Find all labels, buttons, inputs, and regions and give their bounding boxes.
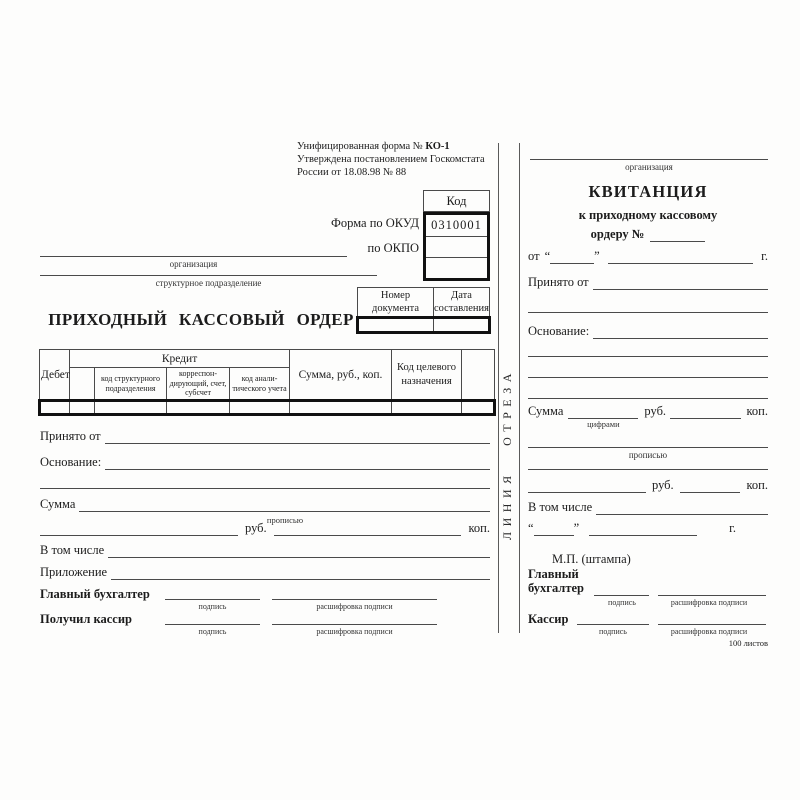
receipt-order-no-label: ордеру № bbox=[590, 227, 645, 241]
debit-header: Дебет bbox=[40, 350, 70, 401]
credit-header: Кредит bbox=[70, 350, 290, 368]
receipt-accepted-from-line bbox=[593, 286, 768, 290]
approval-line1 bbox=[297, 141, 499, 154]
receipt-in-words-label: прописью bbox=[628, 450, 668, 460]
receipt-order-no-line bbox=[650, 229, 705, 242]
receipt-signature-name-caption-2: расшифровка подписи bbox=[670, 627, 748, 636]
receipt-amount-row bbox=[528, 404, 768, 429]
receipt-month2-line bbox=[589, 523, 697, 536]
receipt-kop-digits-line bbox=[670, 415, 741, 419]
form-code: КО-1 bbox=[425, 141, 450, 152]
receipt-accepted-from-line2 bbox=[528, 301, 768, 313]
receipt-rub-label-1: руб. bbox=[644, 404, 667, 418]
receipt-quote-close-1: ” bbox=[594, 249, 600, 263]
receipt-basis-line bbox=[593, 335, 768, 339]
extra-code-cell bbox=[426, 257, 487, 278]
kop-amount-line bbox=[274, 532, 462, 536]
basis-input-line bbox=[105, 466, 490, 470]
basis-label: Основание: bbox=[40, 455, 102, 469]
signature-name-caption-1: расшифровка подписи bbox=[316, 602, 393, 611]
signature-caption-2: подпись bbox=[198, 627, 227, 636]
receipt-quote-open-2: “ bbox=[528, 521, 534, 535]
receipt-subtitle: к приходному кассовому bbox=[578, 208, 718, 222]
receipt-cashier-signature-line bbox=[577, 612, 649, 625]
receipt-cashier-label: Кассир bbox=[528, 612, 569, 626]
receipt-amount-label: Сумма bbox=[528, 404, 564, 418]
receipt-amount-words-line2 bbox=[528, 458, 768, 470]
accepted-from-row bbox=[40, 429, 490, 444]
including-row bbox=[40, 543, 490, 558]
cashier-received-label: Получил кассир bbox=[40, 612, 132, 626]
receipt-basis-row bbox=[528, 324, 768, 339]
spare-cell bbox=[462, 401, 495, 415]
okud-value-cell: 0310001 bbox=[431, 218, 482, 232]
okud-label: Форма по ОКУД bbox=[331, 216, 419, 230]
doc-date-cell bbox=[434, 318, 490, 333]
doc-number-cell bbox=[358, 318, 434, 333]
credit-sub-empty bbox=[70, 368, 95, 401]
doc-number-date-table bbox=[356, 287, 491, 334]
credit-account-header: корреспондирующий, счет, субсчет bbox=[167, 368, 230, 401]
signature-name-caption-2: расшифровка подписи bbox=[316, 627, 393, 636]
kop-label: коп. bbox=[468, 521, 490, 535]
amount-cell bbox=[290, 401, 392, 415]
in-words-label: прописью bbox=[266, 515, 304, 525]
receipt-rub-kop-row bbox=[528, 478, 768, 493]
receipt-basis-line2 bbox=[528, 345, 768, 357]
chief-accountant-label: Главный бухгалтер bbox=[40, 587, 150, 601]
debit-cell bbox=[40, 401, 70, 415]
receipt-date-row bbox=[528, 249, 768, 264]
cashier-name-line bbox=[272, 612, 437, 625]
credit-unit-header: код структурного подразделения bbox=[95, 368, 167, 401]
approval-line3: России от 18.08.98 № 88 bbox=[297, 166, 407, 178]
doc-date-header: Дата составления bbox=[434, 288, 490, 318]
amount-header: Сумма, руб., коп. bbox=[290, 350, 392, 401]
credit-unit-cell bbox=[95, 401, 167, 415]
cut-line-label: ЛИНИЯ ОТРЕЗА bbox=[500, 368, 514, 540]
unit-input-line bbox=[40, 264, 377, 276]
credit-analytic-header: код аналитического учета bbox=[230, 368, 290, 401]
sheets-count-label: 100 листов bbox=[728, 638, 768, 648]
code-box bbox=[423, 212, 490, 281]
purpose-code-cell bbox=[392, 401, 462, 415]
attachment-input-line bbox=[111, 576, 490, 580]
chief-accountant-signature-line bbox=[165, 587, 260, 600]
receipt-rub-line bbox=[528, 489, 646, 493]
receipt-date2-row bbox=[528, 521, 768, 536]
receipt-order-no-row bbox=[528, 227, 768, 242]
rub-label: руб. bbox=[245, 521, 267, 535]
receipt-signature-caption-1: подпись bbox=[608, 598, 636, 607]
receipt-quote-open-1: “ bbox=[544, 249, 551, 263]
receipt-chief-accountant-line1: Главный bbox=[528, 567, 579, 581]
including-label: В том числе bbox=[40, 543, 105, 557]
receipt-day-line bbox=[550, 251, 594, 264]
receipt-kop-label-1: коп. bbox=[746, 404, 768, 418]
rub-kop-row bbox=[40, 521, 490, 536]
receipt-cashier-name-line bbox=[658, 612, 766, 625]
cut-line-right-rule bbox=[519, 143, 520, 633]
receipt-basis-label: Основание: bbox=[528, 324, 590, 338]
code-header-cell: Код bbox=[423, 190, 490, 212]
receipt-kop-label-2: коп. bbox=[746, 478, 768, 492]
cashier-signature-line bbox=[165, 612, 260, 625]
receipt-from-label: от bbox=[528, 249, 540, 263]
receipt-signature-name-caption-1: расшифровка подписи bbox=[670, 598, 748, 607]
amount-words-input-line bbox=[79, 508, 490, 512]
basis-row bbox=[40, 455, 490, 470]
receipt-amount-digits-line bbox=[568, 406, 638, 429]
receipt-chief-signature-line bbox=[594, 583, 649, 596]
basis-continuation-line bbox=[40, 477, 490, 489]
amount-label: Сумма bbox=[40, 497, 76, 511]
receipt-kop-line bbox=[680, 489, 741, 493]
order-title: ПРИХОДНЫЙ КАССОВЫЙ ОРДЕР bbox=[48, 310, 354, 329]
amount-row bbox=[40, 497, 490, 512]
approval-line1-text: Унифицированная форма № bbox=[297, 141, 423, 152]
receipt-accepted-from-row bbox=[528, 275, 768, 290]
receipt-year-label-2: г. bbox=[729, 521, 736, 535]
receipt-chief-accountant-line2: бухгалтер bbox=[528, 580, 584, 595]
receipt-year-label-1: г. bbox=[761, 249, 768, 263]
cut-line-left-rule bbox=[498, 143, 499, 633]
credit-cell-1 bbox=[70, 401, 95, 415]
purpose-code-header: Код целевого назначения bbox=[392, 350, 462, 401]
receipt-including-row bbox=[528, 500, 768, 515]
receipt-amount-words-line bbox=[528, 436, 768, 448]
receipt-chief-accountant-label bbox=[528, 568, 584, 596]
organization-input-line bbox=[40, 245, 347, 257]
attachment-row bbox=[40, 565, 490, 580]
receipt-in-digits-label: цифрами bbox=[587, 419, 620, 429]
receipt-stamp-label: М.П. (штампа) bbox=[552, 552, 631, 566]
accepted-from-label: Принято от bbox=[40, 429, 101, 443]
receipt-day2-line bbox=[534, 523, 574, 536]
receipt-including-label: В том числе bbox=[528, 500, 593, 514]
credit-account-cell bbox=[167, 401, 230, 415]
signature-caption-1: подпись bbox=[198, 602, 227, 611]
approval-line2: Утверждена постановлением Госкомстата bbox=[297, 153, 485, 165]
receipt-title: КВИТАНЦИЯ bbox=[588, 182, 708, 201]
receipt-organization-label: организация bbox=[625, 162, 673, 172]
unit-label: структурное подразделение bbox=[155, 278, 262, 288]
receipt-basis-line4 bbox=[528, 387, 768, 399]
receipt-quote-close-2: ” bbox=[573, 521, 580, 535]
chief-accountant-name-line bbox=[272, 587, 437, 600]
spare-column-header bbox=[462, 350, 495, 401]
receipt-accepted-from-label: Принято от bbox=[528, 275, 589, 289]
rub-amount-line bbox=[40, 532, 238, 536]
approval-block bbox=[297, 141, 499, 179]
receipt-chief-name-line bbox=[658, 583, 766, 596]
receipt-organization-line bbox=[530, 148, 768, 160]
credit-analytic-cell bbox=[230, 401, 290, 415]
receipt-month-year-line bbox=[608, 260, 753, 264]
receipt-basis-line3 bbox=[528, 366, 768, 378]
receipt-including-line bbox=[596, 511, 768, 515]
okpo-value-cell bbox=[426, 236, 487, 257]
receipt-rub-label-2: руб. bbox=[652, 478, 674, 492]
attachment-label: Приложение bbox=[40, 565, 108, 579]
doc-number-header: Номер документа bbox=[358, 288, 434, 318]
okpo-label: по ОКПО bbox=[367, 241, 419, 255]
including-input-line bbox=[108, 554, 490, 558]
organization-label: организация bbox=[169, 259, 218, 269]
accounting-table bbox=[38, 349, 496, 416]
accepted-from-input-line bbox=[105, 440, 490, 444]
receipt-signature-caption-2: подпись bbox=[599, 627, 627, 636]
